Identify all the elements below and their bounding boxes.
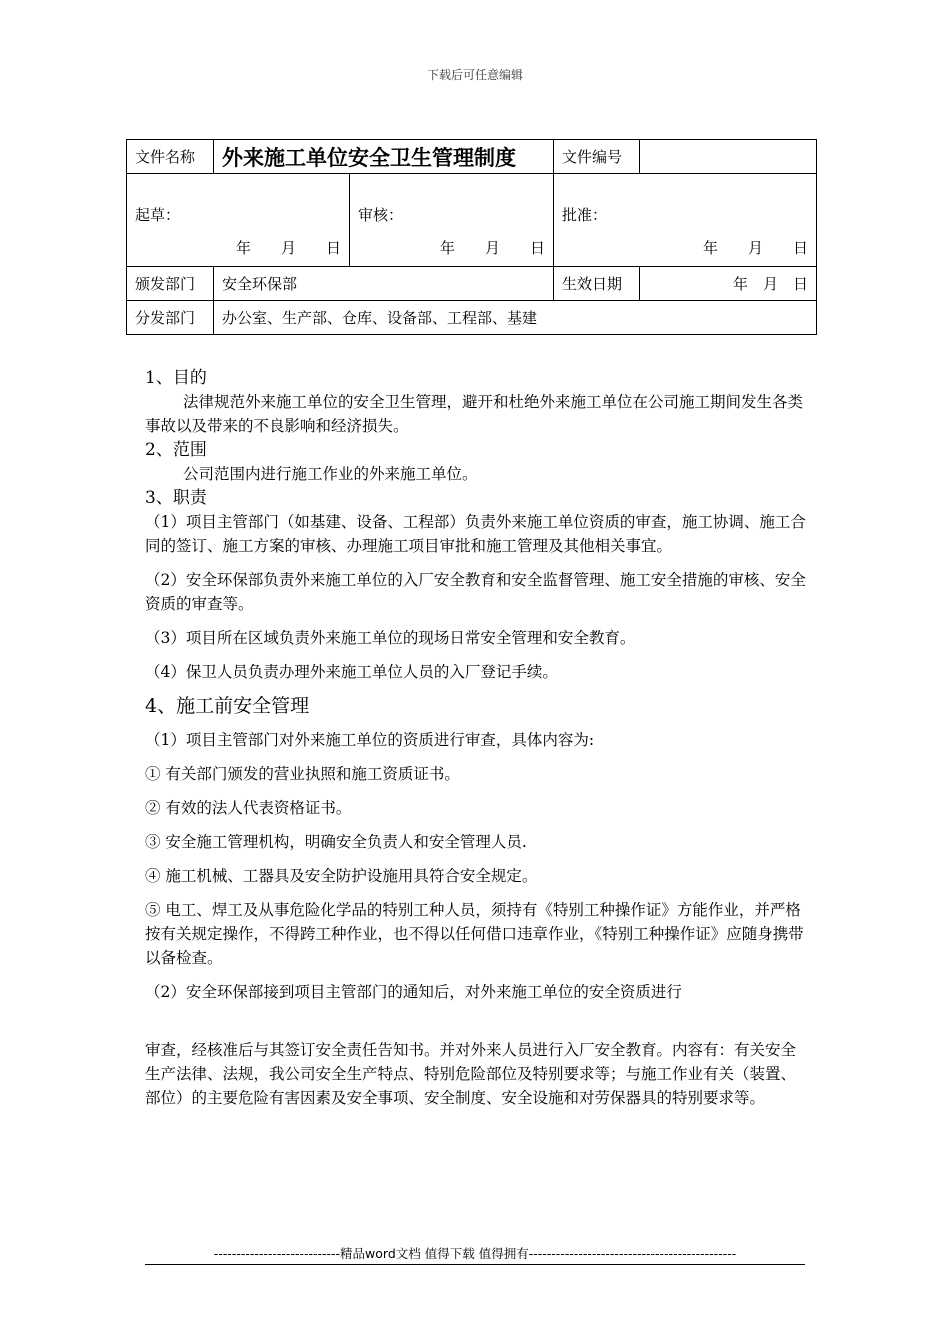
header-note: 下载后可任意编辑 <box>426 68 523 82</box>
issue-dept-value: 安全环保部 <box>214 267 554 301</box>
section-4-para-1: （1）项目主管部门对外来施工单位的资质进行审查，具体内容为: <box>145 731 595 749</box>
section-2-text: 公司范围内进行施工作业的外来施工单位。 <box>183 465 478 483</box>
section-3-para-1: （1）项目主管部门（如基建、设备、工程部）负责外来施工单位资质的审查，施工协调、施工合同的签订、施工方案的审核、办理施工项目审批和施工管理及其他相关事宜。 <box>145 513 806 555</box>
review-cell <box>350 174 554 267</box>
document-title: 外来施工单位安全卫生管理制度 <box>214 140 554 174</box>
review-date: 年 月 日 <box>439 239 545 257</box>
effective-date-label: 生效日期 <box>554 267 640 301</box>
section-1-text: 法律规范外来施工单位的安全卫生管理，避开和杜绝外来施工单位在公司施工期间发生各类事故以及带来的不良影响和经济损失。 <box>145 393 804 435</box>
dist-dept-value: 办公室、生产部、仓库、设备部、工程部、基建 <box>214 301 817 335</box>
section-3-para-3: （3）项目所在区域负责外来施工单位的现场日常安全管理和安全教育。 <box>145 629 636 647</box>
section-2-title: 2、范围 <box>145 440 207 460</box>
draft-cell <box>127 174 350 267</box>
approve-date: 年 月 日 <box>702 239 808 257</box>
section-4-item-4: ④ 施工机械、工器具及安全防护设施用具符合安全规定。 <box>145 867 538 885</box>
file-no-label: 文件编号 <box>554 140 640 174</box>
section-3-para-2: （2）安全环保部负责外来施工单位的入厂安全教育和安全监督管理、施工安全措施的审核、安全资质的审查等。 <box>145 571 806 613</box>
file-no-value <box>640 140 817 174</box>
section-1-title: 1、目的 <box>145 368 207 388</box>
section-3-para-4: （4）保卫人员负责办理外来施工单位人员的入厂登记手续。 <box>145 663 558 681</box>
issue-dept-label: 颁发部门 <box>127 267 214 301</box>
section-4-para-2: （2）安全环保部接到项目主管部门的通知后，对外来施工单位的安全资质进行 <box>145 983 682 1001</box>
effective-date-value: 年 月 日 <box>640 267 817 301</box>
section-4-title: 4、施工前安全管理 <box>145 695 310 717</box>
section-4-para-3: 审查，经核准后与其签订安全责任告知书。并对外来人员进行入厂安全教育。内容有：有关安全生产法律、法规，我公司安全生产特点、特别危险部位及特别要求等；与施工作业有关（装置、部位）的主要危险有害因素及安全事项、安全制度、安全设施和对劳保器具的特别要求等。 <box>145 1041 797 1107</box>
section-4-item-3: ③ 安全施工管理机构，明确安全负责人和安全管理人员. <box>145 833 527 851</box>
review-label: 审核： <box>358 206 404 224</box>
section-3-title: 3、职责 <box>145 488 207 508</box>
footer-divider <box>145 1264 805 1265</box>
section-4-item-1: ① 有关部门颁发的营业执照和施工资质证书。 <box>145 765 460 783</box>
draft-label: 起草： <box>135 206 181 224</box>
approve-label: 批准： <box>562 206 608 224</box>
document-meta-table <box>126 139 817 335</box>
dist-dept-label: 分发部门 <box>127 301 214 335</box>
section-4-item-2: ② 有效的法人代表资格证书。 <box>145 799 352 817</box>
file-name-label: 文件名称 <box>127 140 214 174</box>
document-body <box>145 366 810 1110</box>
footer-note: ----------------------------精品word文档 值得下载 值得拥有---------------------------------------------- <box>213 1246 737 1261</box>
section-4-item-5: ⑤ 电工、焊工及从事危险化学品的特别工种人员，须持有《特别工种操作证》方能作业，并严格按有关规定操作，不得跨工种作业，也不得以任何借口违章作业，《特别工种操作证》应随身携带以备检查。 <box>145 901 804 967</box>
draft-date: 年 月 日 <box>235 239 341 257</box>
approve-cell <box>554 174 817 267</box>
